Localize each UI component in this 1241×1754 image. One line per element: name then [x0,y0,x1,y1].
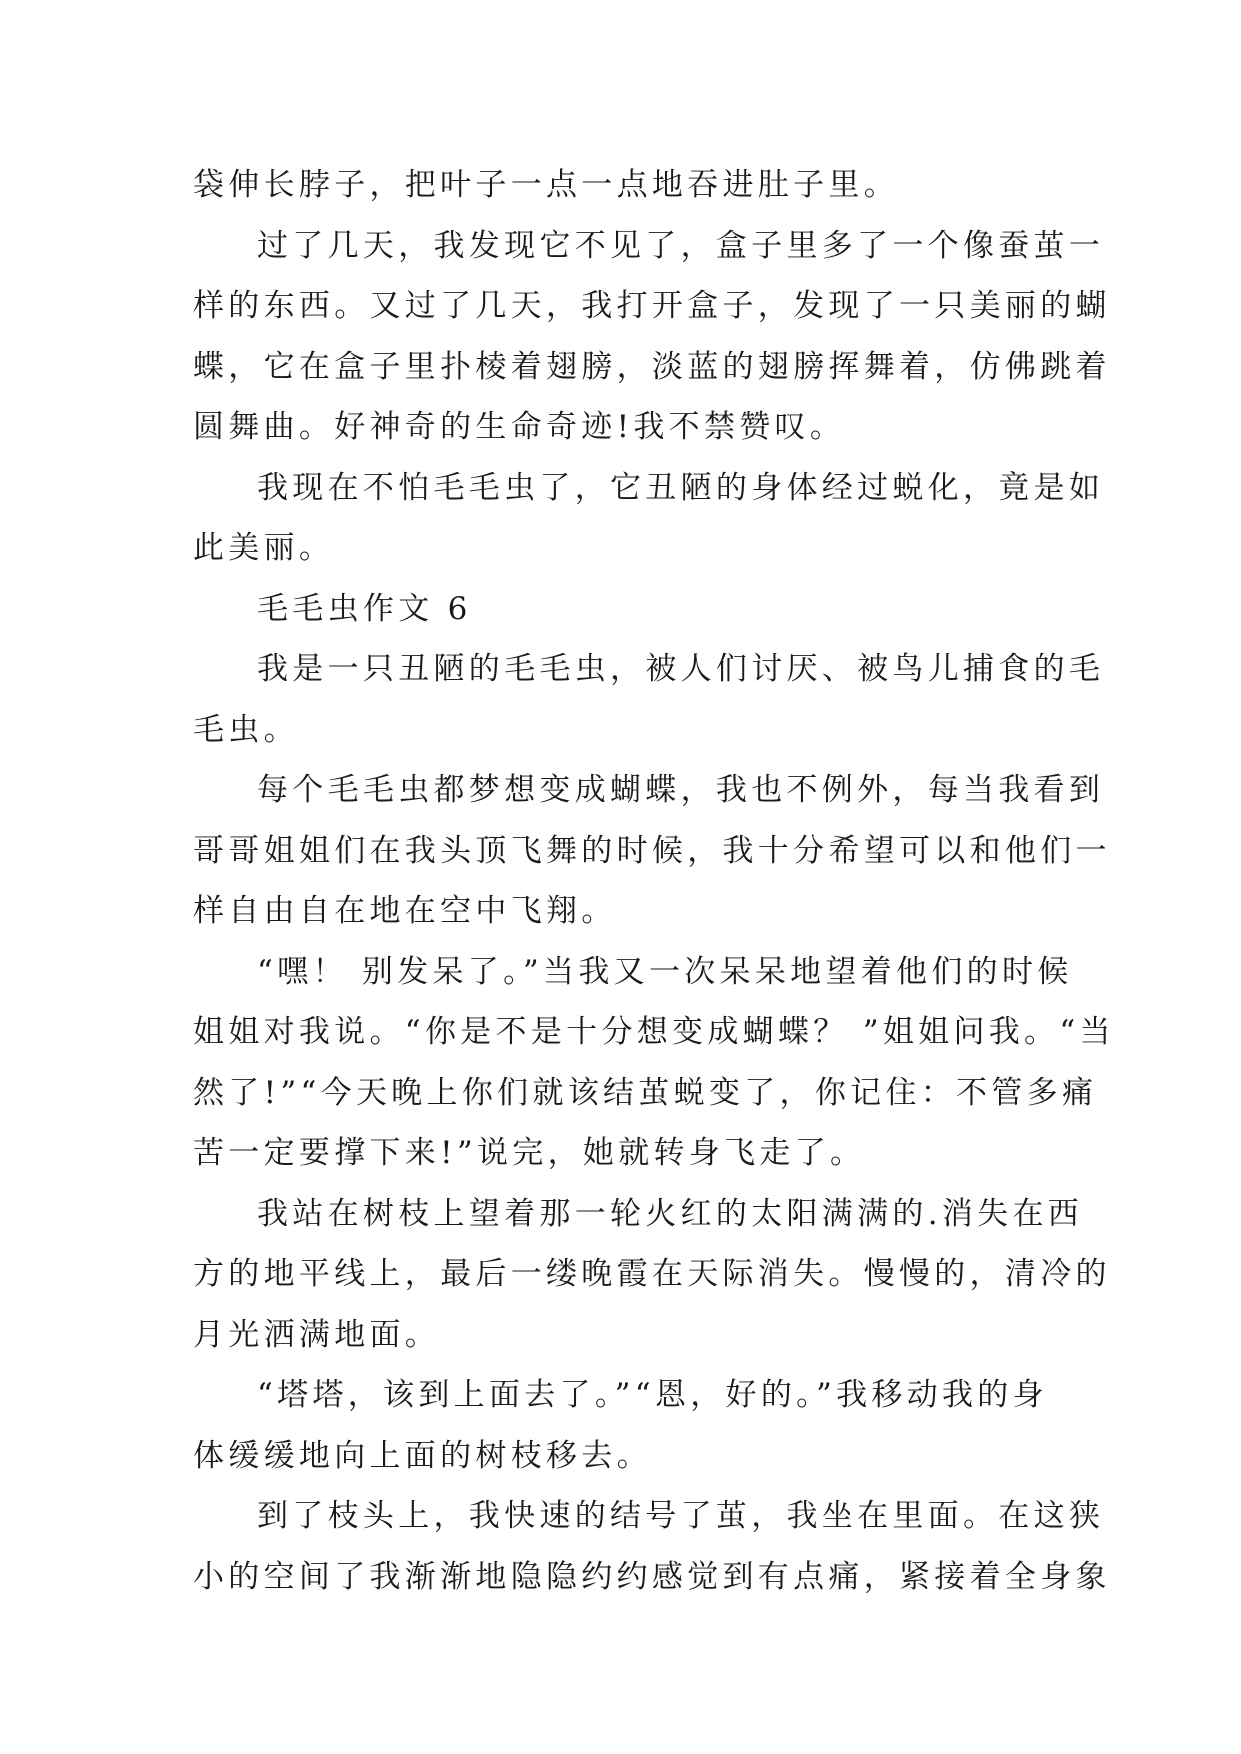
text-line: 月光洒满地面。 [193,1316,441,1353]
text-line: 方的地平线上，最后一缕晚霞在天际消失。慢慢的，清冷的 [193,1256,1111,1292]
text-line: 然了!”“今天晚上你们就该结茧蜕变了，你记住：不管多痛 [193,1074,1098,1111]
text-line: 小的空间了我渐渐地隐隐约约感觉到有点痛，紧接着全身象 [193,1558,1111,1595]
paragraph-start-line: 到了枝头上，我快速的结号了茧，我坐在里面。在这狭 [257,1498,1105,1534]
text-line: 蝶，它在盒子里扑棱着翅膀，淡蓝的翅膀挥舞着，仿佛跳着 [193,348,1111,385]
text-line: 体缓缓地向上面的树枝移去。 [193,1437,652,1474]
text-line: 哥哥姐姐们在我头顶飞舞的时候，我十分希望可以和他们一 [193,832,1111,869]
paragraph-start-line: 我站在树枝上望着那一轮火红的太阳满满的.消失在西 [257,1195,1084,1232]
text-line: 姐姐对我说。“你是不是十分想变成蝴蝶？ ”姐姐问我。“当 [193,1014,1115,1050]
paragraph-start-line: “嘿！ 别发呆了。”当我又一次呆呆地望着他们的时候 [257,953,1073,990]
paragraph-start-line: 我是一只丑陋的毛毛虫，被人们讨厌、被鸟儿捕食的毛 [257,651,1105,687]
text-line: 毛虫。 [193,711,299,748]
paragraph-start-line: 过了几天，我发现它不见了，盒子里多了一个像蚕茧一 [257,227,1105,264]
text-line: 圆舞曲。好神奇的生命奇迹!我不禁赞叹。 [193,409,846,445]
text-line: 苦一定要撑下来!”说完，她就转身飞走了。 [193,1135,866,1171]
document-body [193,155,1115,1607]
text-line: 此美丽。 [193,530,335,566]
text-line: 样自由自在地在空中飞翔。 [193,893,617,929]
paragraph-start-line: 每个毛毛虫都梦想变成蝴蝶，我也不例外，每当我看到 [257,772,1105,808]
paragraph-start-line: “塔塔，该到上面去了。”“恩，好的。”我移动我的身 [257,1377,1048,1413]
section-heading: 毛毛虫作文 6 [257,590,472,627]
text-line: 袋伸长脖子，把叶子一点一点地吞进肚子里。 [193,167,899,203]
text-line: 样的东西。又过了几天，我打开盒子，发现了一只美丽的蝴 [193,288,1111,324]
paragraph-start-line: 我现在不怕毛毛虫了，它丑陋的身体经过蜕化，竟是如 [257,469,1105,506]
